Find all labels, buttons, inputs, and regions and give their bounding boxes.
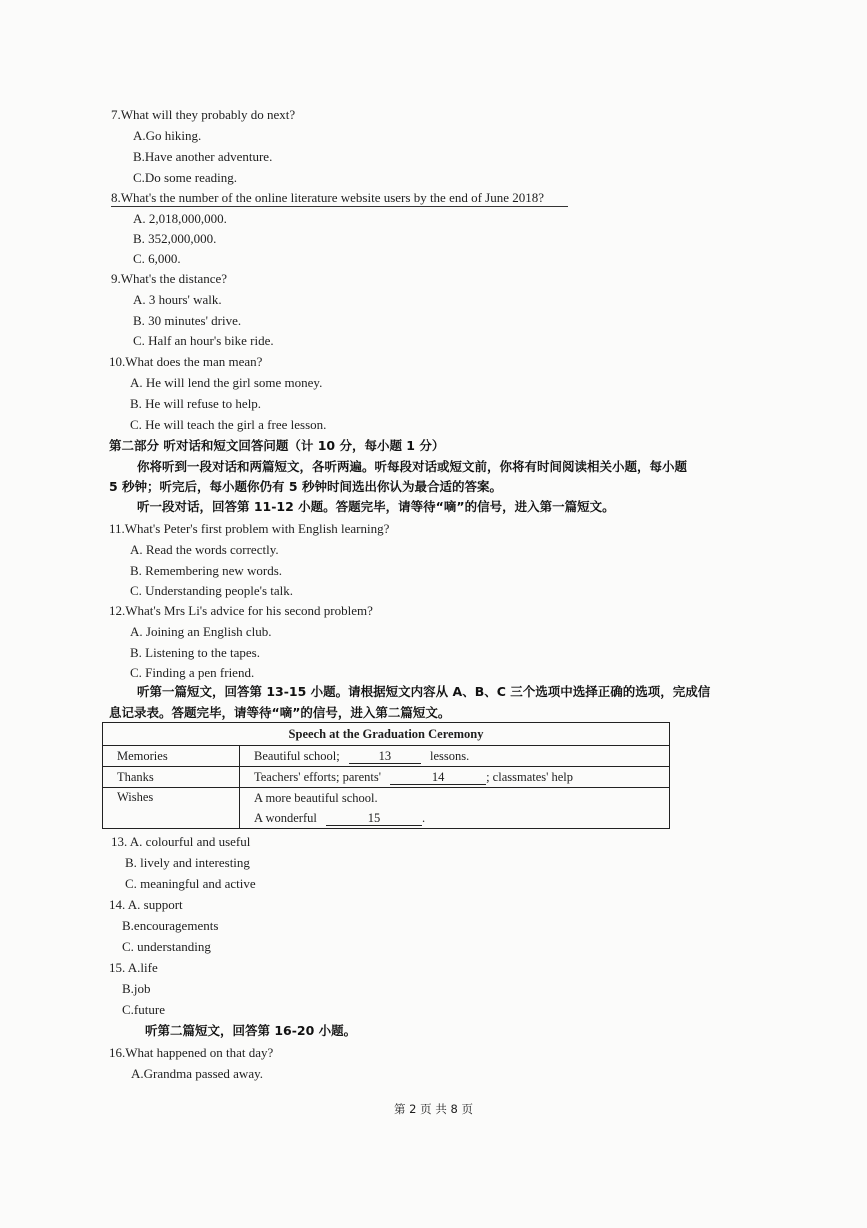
passage1-instruction-line2: 息记录表。答题完毕，请等待“嘀”的信号，进入第二篇短文。 xyxy=(109,705,451,720)
question-13: 13. A. colourful and useful xyxy=(111,834,251,849)
q15-option-c: C.future xyxy=(122,1002,165,1017)
q12-option-a: A. Joining an English club. xyxy=(130,624,272,639)
part2-heading: 第二部分 听对话和短文回答问题（计 10 分，每小题 1 分） xyxy=(109,438,445,453)
table-title-row xyxy=(103,723,670,746)
wishes-line1: A more beautiful school. xyxy=(254,791,378,805)
question-7: 7.What will they probably do next? xyxy=(111,107,296,122)
q12-option-c: C. Finding a pen friend. xyxy=(130,665,255,680)
q13-option-c: C. meaningful and active xyxy=(125,876,256,891)
q8-option-a: A. 2,018,000,000. xyxy=(133,211,227,226)
dialog-instruction: 听一段对话，回答第 11-12 小题。答题完毕，请等待“嘀”的信号，进入第一篇短文。 xyxy=(137,499,615,514)
info-record-table xyxy=(102,722,670,829)
q10-option-a: A. He will lend the girl some money. xyxy=(130,375,323,390)
blank-13: 13 xyxy=(349,749,421,764)
question-10: 10.What does the man mean? xyxy=(109,354,263,369)
table-title: Speech at the Graduation Ceremony xyxy=(103,723,670,746)
q8-option-c: C. 6,000. xyxy=(133,251,181,266)
blank-14: 14 xyxy=(390,770,486,785)
row-label-thanks: Thanks xyxy=(103,767,240,788)
blank-15: 15 xyxy=(326,811,422,826)
memories-post: lessons. xyxy=(430,748,470,763)
q14-option-c: C. understanding xyxy=(122,939,211,954)
question-14: 14. A. support xyxy=(109,897,183,912)
q11-option-a: A. Read the words correctly. xyxy=(130,542,279,557)
q9-option-c: C. Half an hour's bike ride. xyxy=(133,333,274,348)
question-12: 12.What's Mrs Li's advice for his second problem? xyxy=(109,603,373,618)
wishes-pre: A wonderful xyxy=(254,811,317,825)
question-15: 15. A.life xyxy=(109,960,158,975)
q12-option-b: B. Listening to the tapes. xyxy=(130,645,260,660)
table-row xyxy=(103,767,670,788)
question-9: 9.What's the distance? xyxy=(111,271,228,286)
q8-option-b: B. 352,000,000. xyxy=(133,231,217,246)
memories-pre: Beautiful school; xyxy=(254,748,340,763)
q10-option-c: C. He will teach the girl a free lesson. xyxy=(130,417,327,432)
row-content-wishes xyxy=(240,788,670,829)
passage2-instruction: 听第二篇短文，回答第 16-20 小题。 xyxy=(145,1023,357,1038)
part2-instruction-line1: 你将听到一段对话和两篇短文，各听两遍。听每段对话或短文前，你将有时间阅读相关小题，每小题 xyxy=(137,459,688,474)
wishes-post: . xyxy=(421,811,426,825)
thanks-post: ; classmates' help xyxy=(486,769,574,784)
passage1-instruction-line1: 听第一篇短文，回答第 13-15 小题。请根据短文内容从 A、B、C 三个选项中选择正确的选项，完成信 xyxy=(137,684,711,699)
q15-option-b: B.job xyxy=(122,981,151,996)
question-8: 8.What's the number of the online literature website users by the end of June 2018? xyxy=(111,190,568,207)
question-16: 16.What happened on that day? xyxy=(109,1045,274,1060)
q14-option-b: B.encouragements xyxy=(122,918,219,933)
row-label-memories: Memories xyxy=(103,746,240,767)
q7-option-c: C.Do some reading. xyxy=(133,170,237,185)
q13-option-b: B. lively and interesting xyxy=(125,855,250,870)
thanks-pre: Teachers' efforts; parents' xyxy=(254,769,381,784)
page-footer: 第 2 页 共 8 页 xyxy=(394,1102,473,1116)
q7-option-b: B.Have another adventure. xyxy=(133,149,273,164)
row-content-thanks xyxy=(240,767,670,788)
q16-option-a: A.Grandma passed away. xyxy=(131,1066,263,1081)
row-label-wishes: Wishes xyxy=(103,788,240,829)
table-row xyxy=(103,788,670,829)
q10-option-b: B. He will refuse to help. xyxy=(130,396,262,411)
q11-option-b: B. Remembering new words. xyxy=(130,563,283,578)
table-row xyxy=(103,746,670,767)
q9-option-a: A. 3 hours' walk. xyxy=(133,292,222,307)
row-content-memories xyxy=(240,746,670,767)
q9-option-b: B. 30 minutes' drive. xyxy=(133,313,242,328)
q11-option-c: C. Understanding people's talk. xyxy=(130,583,294,598)
question-11: 11.What's Peter's first problem with English learning? xyxy=(109,521,390,536)
q7-option-a: A.Go hiking. xyxy=(133,128,202,143)
part2-instruction-line2: 5 秒钟；听完后，每小题你仍有 5 秒钟时间选出你认为最合适的答案。 xyxy=(109,479,502,494)
